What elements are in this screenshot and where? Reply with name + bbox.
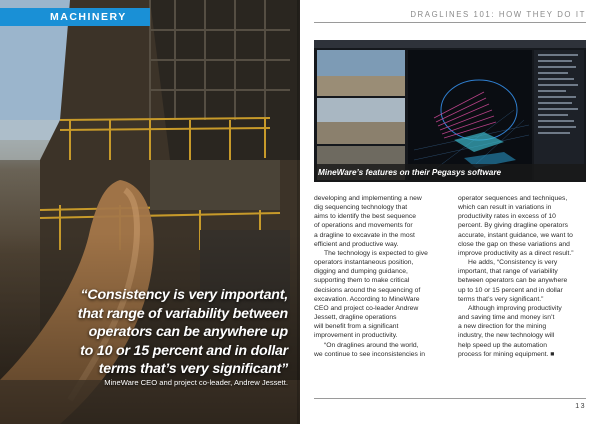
article-text-line: we continue to see inconsistencies in [314,350,426,358]
article-text-line: important, that range of variability [458,268,558,276]
right-page [300,0,600,424]
article-text-line: accurate, instant guidance, we want to [458,231,573,239]
article-text-line: which can result in variations in [458,204,552,212]
article-text-line: “On draglines around the world, [324,341,419,349]
article-text-line: CEO and project co-leader Andrew [314,304,419,312]
pegasys-software-image [314,40,586,182]
article-text-line: process for mining equipment. ■ [458,350,555,358]
article-text-line: of operations and movements for [314,222,413,230]
running-header: DRAGLINES 101: HOW THEY DO IT [410,10,586,19]
article-text-line: supporting them to make critical [314,277,410,285]
article-text-line: efficient and productive way. [314,240,399,248]
header-rule [314,22,586,23]
page-number: 13 [575,403,586,410]
pull-quote-line: operators can be anywhere up [88,324,288,341]
article-text-line: help speed up the automation [458,341,547,349]
article-text-line: a dragline to excavate in the most [314,231,415,239]
article-text-line: developing and implementing a new [314,195,422,202]
article-text-line: industry, the new technology will [458,332,555,340]
article-text-line: digging and dumping guidance, [314,268,408,276]
article-text-line: The technology is expected to give [324,249,428,257]
pull-quote-line: that range of variability between [77,305,288,322]
article-text-line: aims to identify the best sequence [314,213,417,221]
article-column-2 [458,194,588,359]
article-text-line: dig sequencing technology that [314,204,408,212]
article-text-line: decisions around the sequencing of [314,286,421,294]
figure-caption: MineWare’s features on their Pegasys software [314,164,586,182]
article-text-line: and saving time and money isn’t [458,314,555,322]
article-text-line: terms that’s very significant.” [458,295,544,303]
section-label: MACHINERY [0,8,150,26]
article-text-line: percent. By giving dragline operators [458,222,568,230]
pull-quote-line: to 10 or 15 percent and in dollar [80,342,288,359]
article-text-line: improvement in productivity. [314,332,398,340]
quote-attribution: MineWare CEO and project co-leader, Andrew Jessett. [104,378,288,387]
article-text-line: Although improving productivity [468,304,562,312]
article-text-line: Jessett, dragline operations [314,314,397,322]
pull-quote-line: terms that’s very significant” [98,361,288,378]
article-text-line: productivity rates in excess of 10 [458,213,556,221]
article-text-line: between operators can be anywhere [458,277,568,285]
article-text-line: operator sequences and techniques, [458,195,568,202]
article-column-1 [314,194,444,359]
article-text-line: will benefit from a significant [314,323,399,331]
article-text-line: up to 10 or 15 percent and in dollar [458,286,563,294]
article-text-line: excavation. According to MineWare [314,295,420,303]
pull-quote [48,286,288,379]
pull-quote-line: “Consistency is very important, [80,287,288,303]
article-text-line: improve productivity as a direct result.” [458,249,574,257]
article-text-line: operators instantaneous position, [314,259,414,267]
article-text-line: close the gap on these variations and [458,240,570,248]
footer-rule [314,398,586,399]
article-text-line: He adds, “Consistency is very [468,259,558,267]
software-screenshot [314,40,586,182]
article-text-line: a new direction for the mining [458,323,547,331]
